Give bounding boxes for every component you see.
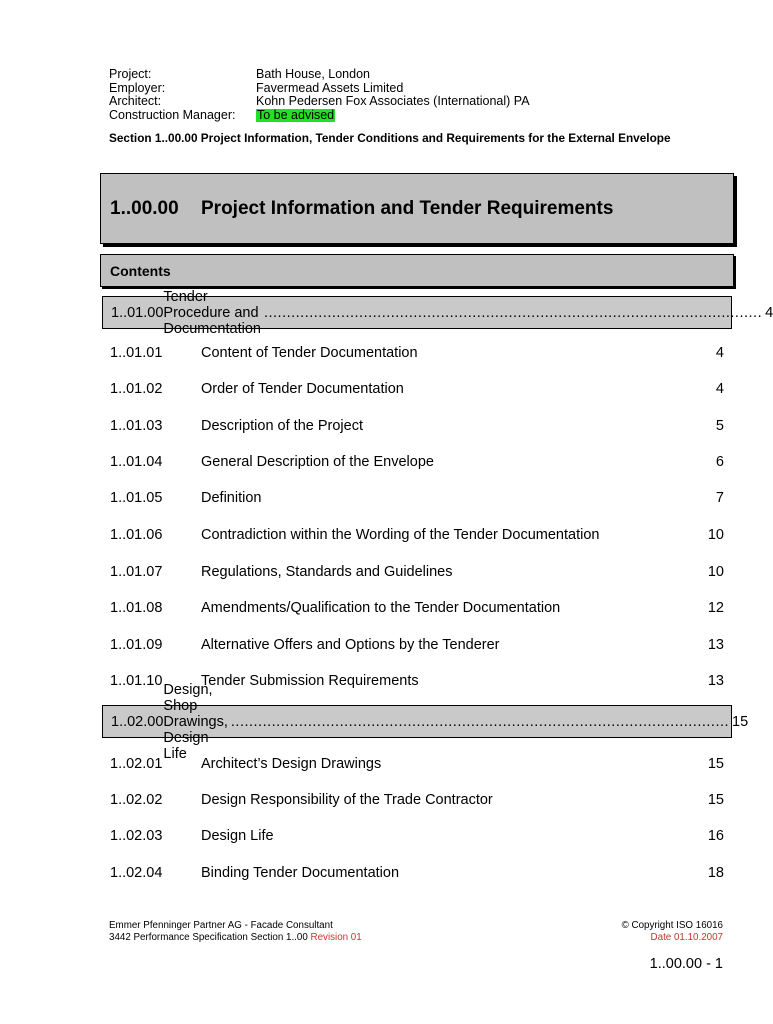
header-row-construction-manager xyxy=(109,109,530,123)
header-label: Project: xyxy=(109,67,152,81)
toc-entry[interactable] xyxy=(110,598,724,618)
toc-page: 5 xyxy=(715,418,724,434)
toc-entry[interactable] xyxy=(110,525,724,545)
title-box xyxy=(100,173,734,244)
toc-title: Binding Tender Documentation xyxy=(201,865,400,881)
page-number: 1..00.00 - 1 xyxy=(649,956,723,972)
header-value: Bath House, London xyxy=(256,67,370,81)
footer-left xyxy=(109,920,362,944)
toc-number: 1..02.01 xyxy=(110,756,163,772)
toc-page: 18 xyxy=(707,865,724,881)
toc-page: 4 xyxy=(715,345,724,361)
toc-number: 1..01.04 xyxy=(110,454,163,470)
toc-entry[interactable] xyxy=(110,790,724,810)
dot-leader: .............................................................................................................. xyxy=(263,304,763,321)
header-row-employer xyxy=(109,82,530,96)
header-row-project xyxy=(109,68,530,82)
toc-page: 4 xyxy=(715,381,724,397)
toc-number: 1..01.03 xyxy=(110,418,163,434)
footer-company: Emmer Pfenninger Partner AG - Facade Consultant xyxy=(109,920,333,931)
toc-title: Definition xyxy=(201,490,262,506)
toc-number: 1..01.07 xyxy=(110,564,163,580)
toc-entry[interactable] xyxy=(110,379,724,399)
toc-title: Description of the Project xyxy=(201,418,363,434)
toc-title: Design, Shop Drawings, Design Life xyxy=(163,681,228,762)
toc-entry[interactable] xyxy=(110,826,724,846)
toc-page: 10 xyxy=(707,527,724,543)
toc-title: Alternative Offers and Options by the Tenderer xyxy=(201,637,500,653)
toc-title: General Description of the Envelope xyxy=(201,454,434,470)
toc-number: 1..02.00 xyxy=(111,713,164,730)
toc-title: Design Life xyxy=(201,828,274,844)
header-value: Favermead Assets Limited xyxy=(256,80,404,95)
section-line: Section 1..00.00 Project Information, Tender Conditions and Requirements for the External Envelope xyxy=(109,131,671,145)
header-label: Architect: xyxy=(109,94,162,108)
toc-page: 15 xyxy=(707,756,724,772)
toc-page: 15 xyxy=(732,713,749,730)
toc-number: 1..01.01 xyxy=(110,345,163,361)
toc-title: Amendments/Qualification to the Tender Documentation xyxy=(201,600,561,616)
contents-label: Contents xyxy=(110,262,171,279)
toc-page: 6 xyxy=(715,454,724,470)
header-label: Employer: xyxy=(109,80,166,95)
toc-number: 1..01.00 xyxy=(111,304,164,321)
toc-page: 7 xyxy=(715,490,724,506)
toc-entry[interactable] xyxy=(110,863,724,883)
toc-page: 4 xyxy=(765,304,773,321)
toc-page: 13 xyxy=(707,637,724,653)
toc-page: 13 xyxy=(707,673,724,689)
contents-heading xyxy=(100,254,734,287)
toc-number: 1..01.02 xyxy=(110,381,163,397)
project-header xyxy=(109,68,530,122)
header-value: Kohn Pedersen Fox Associates (International) PA xyxy=(256,94,530,108)
title-number: 1..00.00 xyxy=(110,197,179,219)
toc-title: Tender Procedure and Documentation xyxy=(163,288,261,337)
toc-title: Order of Tender Documentation xyxy=(201,381,404,397)
toc-title: Contradiction within the Wording of the Tender Documentation xyxy=(201,527,600,543)
footer-spec-line xyxy=(109,932,362,944)
toc-title: Architect’s Design Drawings xyxy=(201,756,382,772)
toc-page: 15 xyxy=(707,792,724,808)
toc-title: Content of Tender Documentation xyxy=(201,345,418,361)
toc-entry[interactable] xyxy=(110,343,724,363)
toc-number: 1..01.06 xyxy=(110,527,163,543)
footer-copyright: © Copyright ISO 16016 xyxy=(621,920,723,931)
toc-entry[interactable] xyxy=(110,488,724,508)
footer-right xyxy=(622,920,723,944)
toc-entry[interactable] xyxy=(110,452,724,472)
toc-title: Tender Submission Requirements xyxy=(201,673,419,689)
toc-entry[interactable] xyxy=(110,754,724,774)
toc-page: 10 xyxy=(707,564,724,580)
toc-number: 1..01.10 xyxy=(110,673,163,689)
footer-date: Date 01.10.2007 xyxy=(650,932,723,943)
dot-leader: .............................................................................................................. xyxy=(230,713,730,730)
footer-spec: 3442 Performance Specification Section 1..00 xyxy=(109,932,308,943)
header-label: Construction Manager: xyxy=(109,107,236,122)
toc-title: Design Responsibility of the Trade Contractor xyxy=(201,792,493,808)
toc-number: 1..02.02 xyxy=(110,792,163,808)
toc-page: 12 xyxy=(707,600,724,616)
toc-number: 1..02.04 xyxy=(110,865,163,881)
toc-major-entry[interactable] xyxy=(102,288,773,337)
toc-entry[interactable] xyxy=(110,562,724,582)
highlighted-value: To be advised xyxy=(257,107,335,122)
toc-entry[interactable] xyxy=(110,416,724,436)
toc-number: 1..01.05 xyxy=(110,490,163,506)
toc-number: 1..01.09 xyxy=(110,637,163,653)
footer-revision: Revision 01 xyxy=(310,932,362,943)
toc-page: 16 xyxy=(707,828,724,844)
toc-number: 1..01.08 xyxy=(110,600,163,616)
toc-entry[interactable] xyxy=(110,635,724,655)
toc-title: Regulations, Standards and Guidelines xyxy=(201,564,453,580)
toc-number: 1..02.03 xyxy=(110,828,163,844)
page-title: Project Information and Tender Requirements xyxy=(201,197,614,219)
header-row-architect xyxy=(109,95,530,109)
